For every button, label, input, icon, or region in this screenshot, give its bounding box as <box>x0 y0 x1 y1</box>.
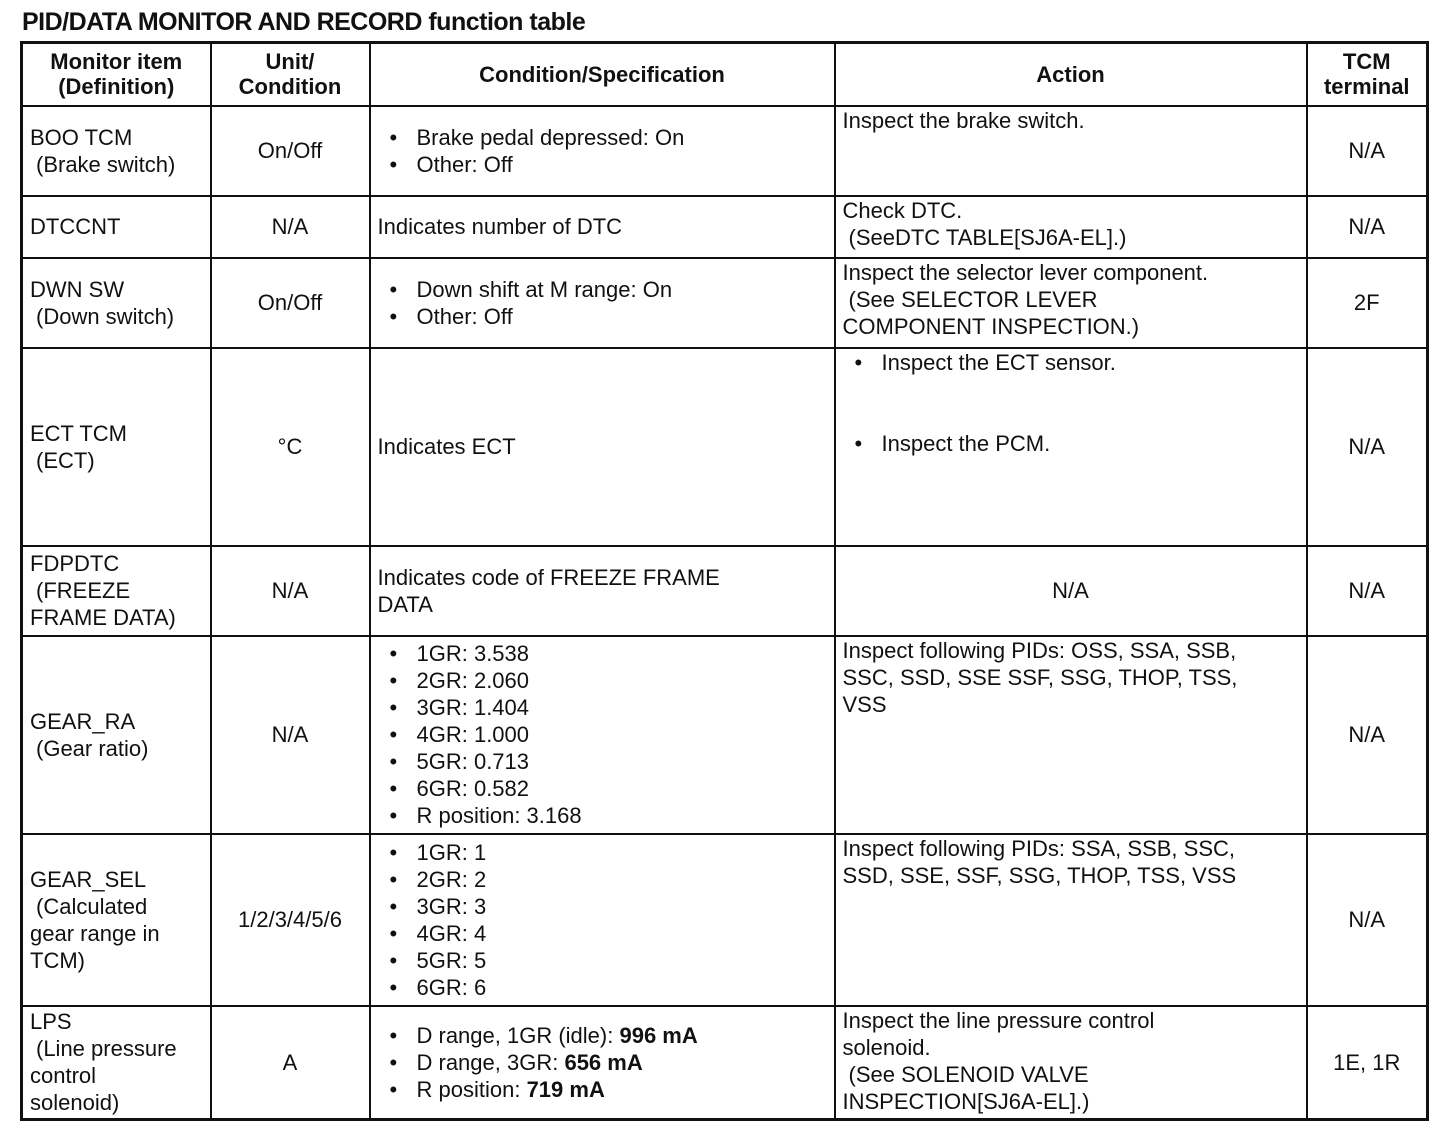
action-cell: Inspect the brake switch. <box>835 106 1307 196</box>
list-item: • 5GR: 5 <box>390 947 827 974</box>
action-cell: N/A <box>835 546 1307 636</box>
condition-cell <box>370 1006 835 1120</box>
list-item: • 3GR: 3 <box>390 893 827 920</box>
table-row <box>22 348 1428 546</box>
condition-list <box>378 839 827 1001</box>
table-row <box>22 106 1428 196</box>
action-list <box>843 430 1299 457</box>
tcm-terminal-cell: N/A <box>1307 106 1428 196</box>
list-item: • Inspect the PCM. <box>855 430 1299 457</box>
list-item: • R position: 3.168 <box>390 802 827 829</box>
header-unit-condition: Unit/ Condition <box>211 43 370 106</box>
action-cell: Check DTC. (SeeDTC TABLE[SJ6A-EL].) <box>835 196 1307 258</box>
list-item: • 3GR: 1.404 <box>390 694 827 721</box>
list-item: • Inspect the ECT sensor. <box>855 349 1299 376</box>
table-header-row <box>22 43 1428 106</box>
list-item: • 1GR: 1 <box>390 839 827 866</box>
action-cell: Inspect following PIDs: OSS, SSA, SSB, SSC, SSD, SSE SSF, SSG, THOP, TSS, VSS <box>835 636 1307 834</box>
tcm-terminal-cell: N/A <box>1307 636 1428 834</box>
list-item: • D range, 3GR: 656 mA <box>390 1049 827 1076</box>
list-item: • 2GR: 2 <box>390 866 827 893</box>
condition-cell <box>370 636 835 834</box>
unit-cell: N/A <box>211 546 370 636</box>
list-item: • 6GR: 0.582 <box>390 775 827 802</box>
condition-list <box>378 640 827 829</box>
list-item: • Other: Off <box>390 151 827 178</box>
condition-cell: Indicates code of FREEZE FRAME DATA <box>370 546 835 636</box>
condition-cell <box>370 106 835 196</box>
list-item: • D range, 1GR (idle): 996 mA <box>390 1022 827 1049</box>
header-monitor-item: Monitor item (Definition) <box>22 43 211 106</box>
unit-cell: A <box>211 1006 370 1120</box>
tcm-terminal-cell: N/A <box>1307 546 1428 636</box>
table-row <box>22 196 1428 258</box>
condition-list <box>378 124 827 178</box>
action-cell <box>835 348 1307 546</box>
unit-cell: N/A <box>211 636 370 834</box>
condition-cell <box>370 258 835 348</box>
list-item: • Other: Off <box>390 303 827 330</box>
monitor-item-cell: ECT TCM (ECT) <box>22 348 211 546</box>
table-row <box>22 258 1428 348</box>
tcm-terminal-cell: 1E, 1R <box>1307 1006 1428 1120</box>
condition-cell <box>370 834 835 1006</box>
pid-monitor-table <box>20 41 1429 1121</box>
action-cell: Inspect the line pressure control solenoid. (See SOLENOID VALVE INSPECTION[SJ6A-EL].) <box>835 1006 1307 1120</box>
list-item: • 6GR: 6 <box>390 974 827 1001</box>
list-item: • Down shift at M range: On <box>390 276 827 303</box>
monitor-item-cell: GEAR_SEL (Calculated gear range in TCM) <box>22 834 211 1006</box>
list-item: • 2GR: 2.060 <box>390 667 827 694</box>
monitor-item-cell: DWN SW (Down switch) <box>22 258 211 348</box>
condition-cell: Indicates number of DTC <box>370 196 835 258</box>
table-row <box>22 834 1428 1006</box>
unit-cell: On/Off <box>211 106 370 196</box>
condition-list <box>378 1022 827 1103</box>
tcm-terminal-cell: N/A <box>1307 834 1428 1006</box>
header-action: Action <box>835 43 1307 106</box>
action-list <box>843 349 1299 376</box>
monitor-item-cell: LPS (Line pressure control solenoid) <box>22 1006 211 1120</box>
unit-cell: On/Off <box>211 258 370 348</box>
unit-cell: N/A <box>211 196 370 258</box>
list-item: • 1GR: 3.538 <box>390 640 827 667</box>
action-cell: Inspect the selector lever component. (See SELECTOR LEVER COMPONENT INSPECTION.) <box>835 258 1307 348</box>
list-item: • R position: 719 mA <box>390 1076 827 1103</box>
list-item: • 5GR: 0.713 <box>390 748 827 775</box>
page-title: PID/DATA MONITOR AND RECORD function table <box>22 8 586 36</box>
monitor-item-cell: BOO TCM (Brake switch) <box>22 106 211 196</box>
condition-list <box>378 276 827 330</box>
tcm-terminal-cell: 2F <box>1307 258 1428 348</box>
condition-cell: Indicates ECT <box>370 348 835 546</box>
list-item: • 4GR: 4 <box>390 920 827 947</box>
table-row <box>22 636 1428 834</box>
tcm-terminal-cell: N/A <box>1307 196 1428 258</box>
header-condition-specification: Condition/Specification <box>370 43 835 106</box>
monitor-item-cell: GEAR_RA (Gear ratio) <box>22 636 211 834</box>
list-item: • Brake pedal depressed: On <box>390 124 827 151</box>
table-row <box>22 1006 1428 1120</box>
tcm-terminal-cell: N/A <box>1307 348 1428 546</box>
list-item: • 4GR: 1.000 <box>390 721 827 748</box>
table-row <box>22 546 1428 636</box>
unit-cell: °C <box>211 348 370 546</box>
monitor-item-cell: DTCCNT <box>22 196 211 258</box>
action-cell: Inspect following PIDs: SSA, SSB, SSC, SSD, SSE, SSF, SSG, THOP, TSS, VSS <box>835 834 1307 1006</box>
unit-cell: 1/2/3/4/5/6 <box>211 834 370 1006</box>
monitor-item-cell: FDPDTC (FREEZE FRAME DATA) <box>22 546 211 636</box>
header-tcm-terminal: TCM terminal <box>1307 43 1428 106</box>
